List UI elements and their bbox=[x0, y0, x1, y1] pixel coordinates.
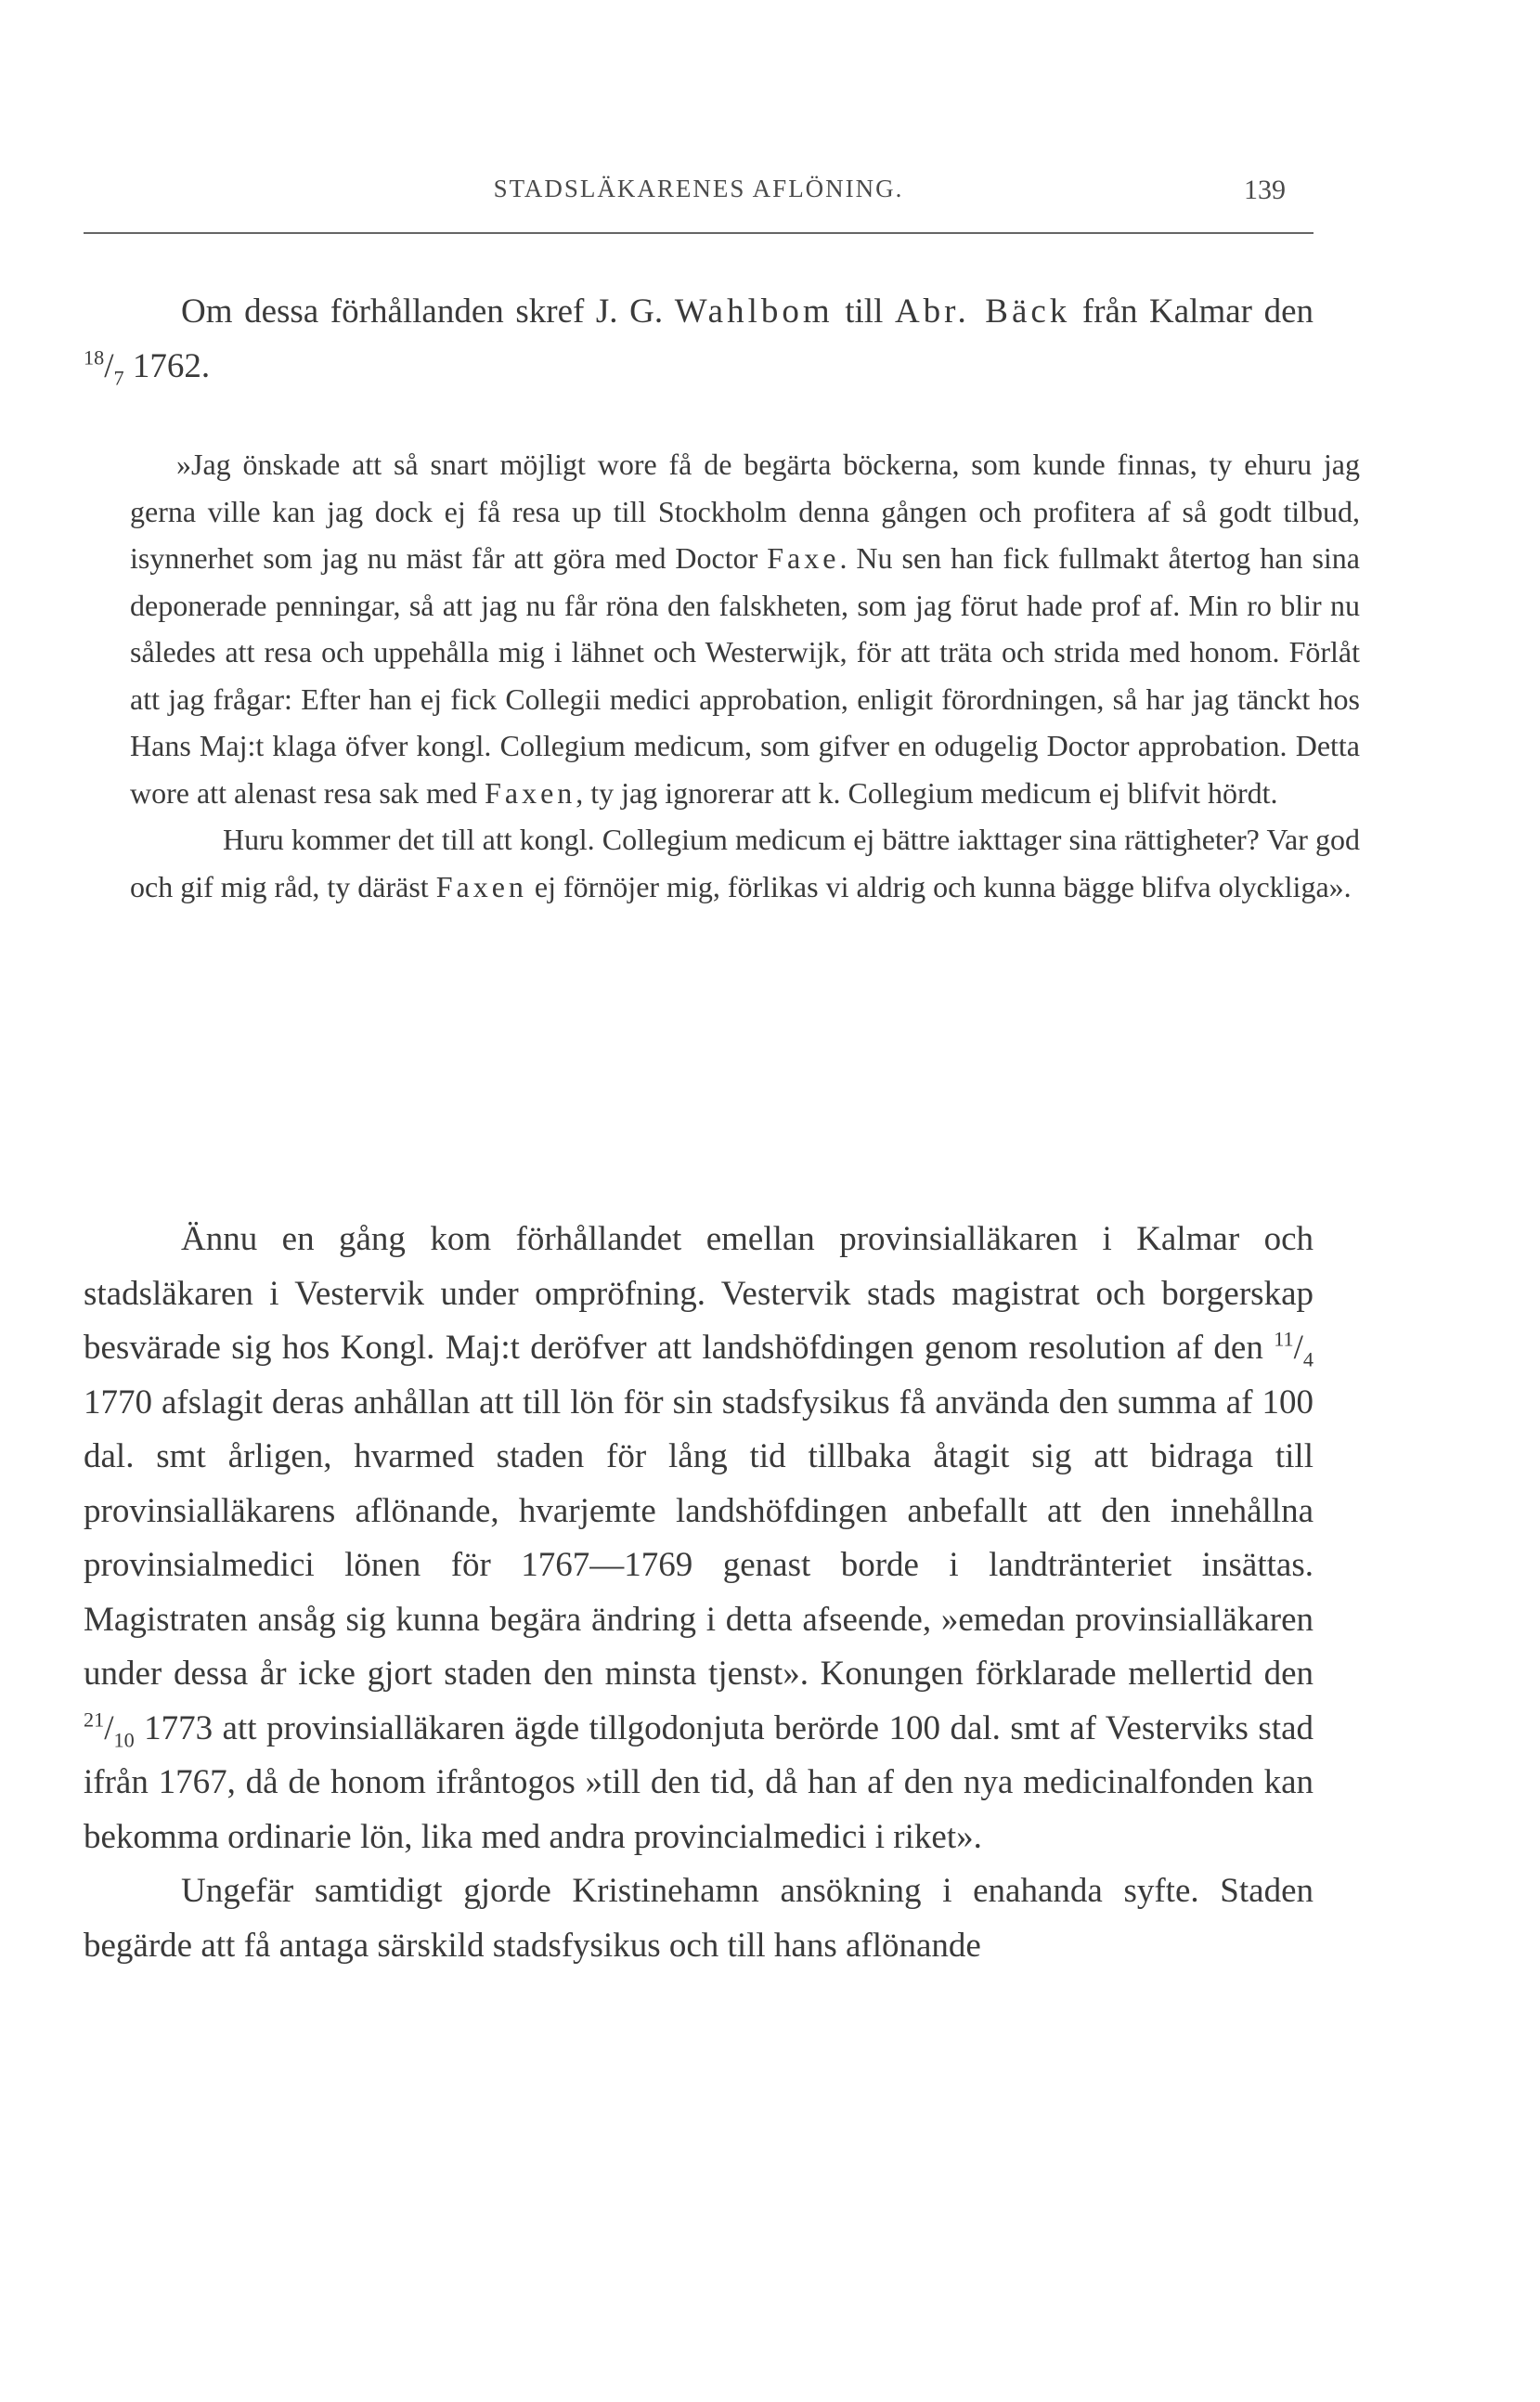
date-denominator: 7 bbox=[113, 365, 124, 389]
quote-paragraph-2 bbox=[130, 816, 1360, 910]
quote-paragraph-1 bbox=[130, 441, 1360, 816]
body-text-2: Ungefär samtidigt gjorde Kristinehamn ansökning i enahanda syfte. Staden begärde att få antaga särskild stadsfysikus och till hans aflönande bbox=[84, 1872, 1314, 1965]
person-name-faxen-2: Faxen bbox=[435, 869, 527, 903]
body-text-1b: 1770 afslagit deras anhållan att till lön för sin stadsfysikus få använda den summa af 100 dal. smt årligen, hvarmed staden för lång tid tillbaka åtagit sig att bidraga till provinsialläkarens aflönande, hvarjemte landshöfdingen anbefallt att den innehållna provinsialmedici lönen för 1767—1769 genast borde i landtränteriet insättas. Magistraten ansåg sig kunna begära ändring i detta afseende, »emedan provinsialläkaren under dessa år icke gjort staden den minsta tjenst». Konungen förklarade mellertid den bbox=[84, 1383, 1314, 1693]
quote-text-2b: ej förnöjer mig, förlikas vi aldrig och kunna bägge blifva olyckliga». bbox=[526, 869, 1352, 903]
intro-paragraph: Om dessa förhållanden skref J. G. Wahlbom till Abr. Bäck från Kalmar den $^{18}/_7$ 1762. bbox=[84, 292, 1314, 389]
date-1-denominator: 4 bbox=[1302, 1347, 1314, 1371]
header-rule bbox=[84, 232, 1314, 234]
quote-text-1b: . Nu sen han fick fullmakt återtog han sina deponerade penningar, så att jag nu får röna den falskheten, som jag förut hade prof af. Min ro blir nu således att resa och uppehålla mig i lähnet och Westerwijk, för att träta och strida med honom. Förlåt att jag frågar: Efter han ej fick Collegii medici approbation, enligit förordningen, så har jag tänckt hos Hans Maj:t klaga öfver kongl. Collegium medicum, som gifver en odugelig Doctor approbation. Detta wore att alenast resa sak med bbox=[130, 541, 1360, 810]
body-text-1a: Ännu en gång kom förhållandet emellan provinsialläkaren i Kalmar och stadsläkaren i Vestervik under ompröfning. Vestervik stads magistrat och borgerskap besvärade sig hos Kongl. Maj:t deröfver att landshöfdingen genom resolution af den bbox=[84, 1220, 1314, 1367]
intro-paragraph-block bbox=[84, 285, 1314, 394]
date-2-denominator: 10 bbox=[113, 1727, 135, 1751]
intro-text-3: från Kalmar den bbox=[1070, 292, 1314, 331]
running-head bbox=[84, 175, 1314, 212]
intro-text-1: Om dessa förhållanden skref J. G. bbox=[181, 292, 675, 331]
person-name-faxen-1: Faxen bbox=[485, 775, 576, 810]
quote-text-1c: , ty jag ignorerar att k. Collegium medicum ej blifvit hördt. bbox=[576, 775, 1278, 810]
person-name-wahlbom: Wahlbom bbox=[674, 292, 834, 331]
intro-text-2: till bbox=[833, 292, 895, 331]
date-1-numerator: 11 bbox=[1274, 1327, 1294, 1351]
intro-text-4: 1762. bbox=[123, 346, 211, 385]
page-number: 139 bbox=[1244, 175, 1286, 205]
body-text-1c: 1773 att provinsialläkaren ägde tillgodonjuta berörde 100 dal. smt af Vesterviks stad ifrån 1767, då de honom ifråntogos »till den tid, då han af den nya medicinalfonden kan bekomma ordinarie lön, lika med andra provincialmedici i riket». bbox=[84, 1708, 1314, 1856]
running-title: STADSLÄKARENES AFLÖNING. bbox=[493, 175, 904, 202]
quote-text-2a: Huru kommer det till att kongl. Collegium medicum ej bättre iakttager sina rättigheter? Var god och gif mig råd, ty däräst bbox=[130, 823, 1360, 903]
person-name-faxe: Faxe bbox=[767, 541, 840, 575]
date-2-numerator: 21 bbox=[84, 1707, 105, 1732]
person-name-back: Abr. Bäck bbox=[894, 292, 1071, 331]
body-paragraph-2 bbox=[84, 1864, 1314, 1973]
quote-text-1a: »Jag önskade att så snart möjligt wore få de begärta böckerna, som kunde finnas, ty ehuru jag gerna ville kan jag dock ej få resa up till Stockholm denna gången och profitera af så godt tilbud, isynnerhet som jag nu mäst får att göra med Doctor bbox=[130, 448, 1360, 575]
body-text-block bbox=[84, 1213, 1314, 1973]
letter-quote bbox=[84, 441, 1360, 910]
body-paragraph-1: Ännu en gång kom förhållandet emellan provinsialläkaren i Kalmar och stadsläkaren i Vestervik under ompröfning. Vestervik stads magistrat och borgerskap besvärade sig hos Kongl. Maj:t deröfver att landshöfdingen genom resolution af den $^{11}/_4$ 1770 afslagit deras anhållan att till lön för sin stadsfysikus få använda den summa af 100 dal. smt årligen, hvarmed staden för lång tid tillbaka åtagit sig att bidraga till provinsialläkarens aflönande, hvarjemte landshöfdingen anbefallt att den innehållna provinsialmedici lönen för 1767—1769 genast borde i landtränteriet insättas. Magistraten ansåg sig kunna begära ändring i detta afseende, »emedan provinsialläkaren under dessa år icke gjort staden den minsta tjenst». Konungen förklarade mellertid den $^{21}/_{10}$ 1773 att provinsialläkaren ägde tillgodonjuta berörde 100 dal. smt af Vesterviks stad ifrån 1767, då de honom ifråntogos »till den tid, då han af den nya medicinalfonden kan bekomma ordinarie lön, lika med andra provincialmedici i riket». bbox=[84, 1220, 1314, 1856]
page bbox=[84, 0, 1360, 2402]
date-numerator: 18 bbox=[84, 345, 105, 370]
